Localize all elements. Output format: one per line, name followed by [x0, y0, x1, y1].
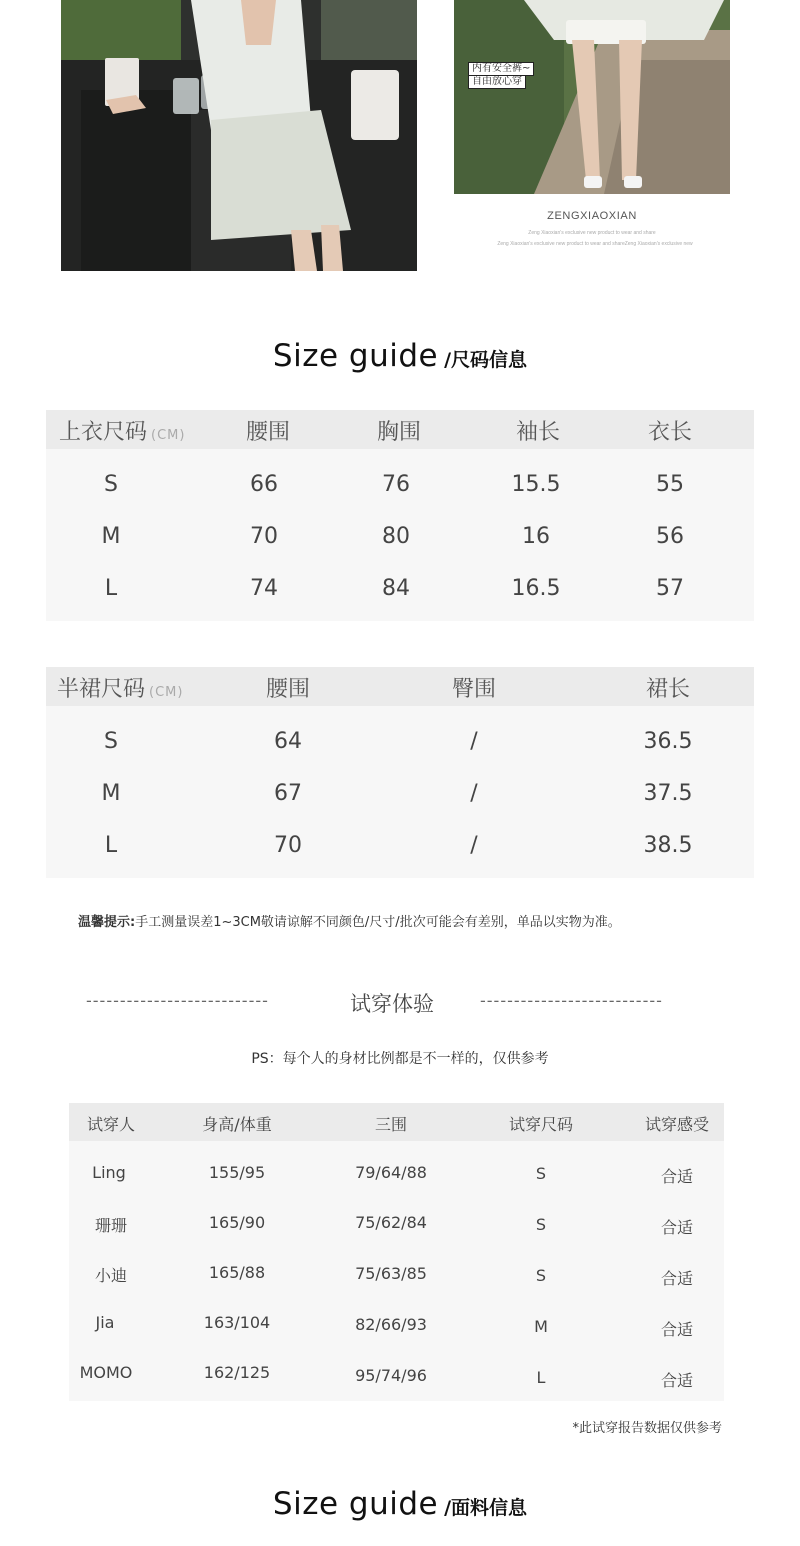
skirt-size-table — [46, 667, 754, 878]
table-cell: M — [101, 781, 121, 806]
table-cell: 155/95 — [208, 1163, 266, 1182]
table-cell: S — [535, 1164, 547, 1183]
table-header-cell: 身高/体重 — [202, 1115, 272, 1134]
table-cell: 64 — [274, 729, 302, 754]
table-cell: Ling — [92, 1163, 126, 1182]
brand-name: ZENGXIAOXIAN — [547, 210, 637, 222]
table-header-cell: 半裙尺码 (CM) — [57, 677, 184, 702]
table-cell: L — [104, 576, 118, 601]
table-header-cell: 臀围 — [451, 677, 497, 702]
table-cell: 165/90 — [208, 1213, 266, 1232]
table-cell: 36.5 — [643, 729, 693, 754]
size-guide-title-cn: /面料信息 — [444, 1497, 528, 1519]
fitting-ps-note: PS：每个人的身材比例都是不一样的，仅供参考 — [251, 1051, 549, 1067]
table-cell: 70 — [250, 524, 278, 549]
table-cell: 15.5 — [511, 472, 561, 497]
table-header-cell: 上衣尺码 (CM) — [59, 420, 186, 445]
table-cell: 16 — [522, 524, 550, 549]
table-cell: 合适 — [660, 1320, 694, 1339]
size-guide-title-cn: /尺码信息 — [444, 349, 528, 371]
table-header — [46, 667, 754, 706]
table-cell: 165/88 — [208, 1263, 266, 1282]
table-cell: 74 — [250, 576, 278, 601]
table-cell: 56 — [656, 524, 684, 549]
table-cell: 57 — [656, 576, 684, 601]
table-header-cell: 袖长 — [515, 420, 561, 445]
table-header-cell: 试穿感受 — [644, 1115, 710, 1134]
table-cell: / — [470, 781, 478, 806]
table-cell: 79/64/88 — [355, 1163, 427, 1182]
table-cell: 76 — [382, 472, 410, 497]
table-cell: M — [101, 524, 121, 549]
product-photo-left — [61, 0, 417, 271]
unit-label: (CM) — [149, 685, 184, 700]
table-cell: 合适 — [660, 1269, 694, 1288]
table-cell: L — [104, 833, 118, 858]
size-guide-title-en: Size guide — [272, 1486, 439, 1522]
model-photo-illustration — [61, 0, 417, 271]
table-cell: 小迪 — [94, 1266, 128, 1285]
table-header — [46, 410, 754, 449]
divider-dashes: --------------------------- — [86, 991, 269, 1010]
measurement-note — [78, 911, 621, 930]
table-cell: 珊珊 — [94, 1216, 128, 1235]
unit-label: (CM) — [151, 428, 186, 443]
table-header-cell: 三围 — [374, 1115, 408, 1134]
table-cell: 75/63/85 — [355, 1264, 427, 1283]
table-cell: 70 — [274, 833, 302, 858]
table-cell: S — [104, 729, 118, 754]
legs-photo-illustration — [454, 0, 730, 194]
table-cell: / — [470, 833, 478, 858]
table-cell: S — [535, 1215, 547, 1234]
fitting-table — [69, 1103, 724, 1401]
table-cell: 67 — [274, 781, 302, 806]
size-guide-title-en: Size guide — [272, 338, 439, 374]
table-cell: 163/104 — [203, 1313, 271, 1332]
table-cell: 37.5 — [643, 781, 693, 806]
note-label: 温馨提示: — [78, 915, 136, 930]
brand-subtitle: Zeng Xiaoxian's exclusive new product to wear and shareZeng Xiaoxian's exclusive new — [497, 241, 693, 247]
table-header-cell: 腰围 — [265, 677, 311, 702]
table-cell: S — [104, 472, 118, 497]
table-header-cell: 试穿人 — [86, 1115, 136, 1134]
table-cell: 38.5 — [643, 833, 693, 858]
product-photo-right — [454, 0, 730, 194]
table-cell: MOMO — [79, 1363, 133, 1382]
table-header-cell: 试穿尺码 — [508, 1115, 574, 1134]
top-size-table — [46, 410, 754, 621]
table-cell: L — [536, 1368, 546, 1387]
table-cell: Jia — [95, 1313, 115, 1332]
table-cell: / — [470, 729, 478, 754]
fitting-footnote: *此试穿报告数据仅供参考 — [572, 1421, 722, 1436]
table-cell: 66 — [250, 472, 278, 497]
table-cell: 合适 — [660, 1218, 694, 1237]
table-cell: 80 — [382, 524, 410, 549]
table-header-cell: 裙长 — [645, 677, 691, 702]
table-header-cell: 衣长 — [647, 420, 693, 445]
fabric-guide-heading — [0, 1486, 800, 1522]
table-header-cell: 腰围 — [245, 420, 291, 445]
table-cell: 55 — [656, 472, 684, 497]
divider-dashes: --------------------------- — [480, 991, 663, 1010]
table-cell: M — [534, 1317, 548, 1336]
photo-overlay-tag: 内有安全裤~ — [468, 62, 534, 76]
table-cell: 82/66/93 — [355, 1315, 427, 1334]
table-cell: 16.5 — [511, 576, 561, 601]
table-cell: 95/74/96 — [355, 1366, 427, 1385]
photo-overlay-tag: 自由放心穿 — [468, 75, 526, 89]
size-guide-heading — [0, 338, 800, 374]
brand-subtitle: Zeng Xiaoxian's exclusive new product to wear and share — [528, 230, 656, 236]
fitting-title: 试穿体验 — [350, 992, 434, 1016]
table-cell: 162/125 — [203, 1363, 271, 1382]
table-header — [69, 1103, 724, 1141]
table-header-cell: 胸围 — [376, 420, 422, 445]
note-text: 手工测量误差1~3CM敬请谅解不同颜色/尺寸/批次可能会有差别，单品以实物为准。 — [135, 915, 621, 930]
table-cell: 75/62/84 — [355, 1213, 427, 1232]
table-cell: 合适 — [660, 1371, 694, 1390]
table-cell: 合适 — [660, 1167, 694, 1186]
table-cell: S — [535, 1266, 547, 1285]
table-cell: 84 — [382, 576, 410, 601]
